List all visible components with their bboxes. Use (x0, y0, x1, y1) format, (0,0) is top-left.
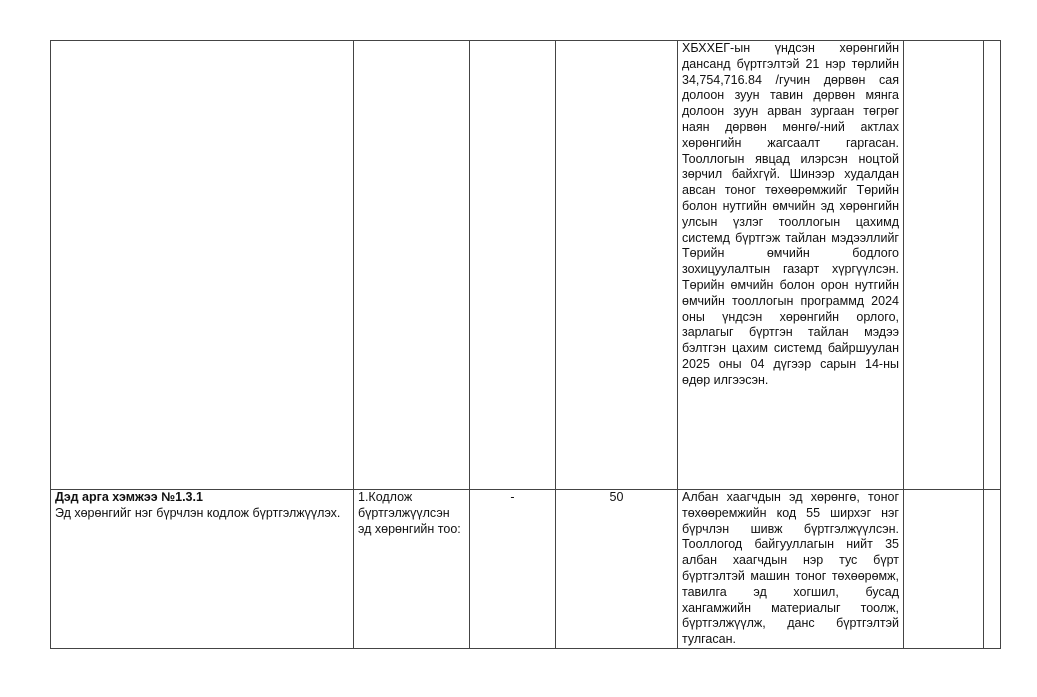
report-text-cell: ХБХХЕГ-ын үндсэн хөрөнгийн дансанд бүртгэлтэй 21 нэр төрлийн 34,754,716.84 /гучин дөрвөн сая долоон зуун тавин дөрвөн мянга долоон зуун арван зургаан төгрөг наян дөрвөн мөнгө/-ний актлах хөрөнгийн жагсаалт гаргасан. Тооллогын явцад илэрсэн ноцтой зөрчил байхгүй. Шинээр худалдан авсан тоног төхөөрөмжийг Төрийн болон нутгийн өмчийн эд хөрөнгийн улсын үзлэг тооллогын цахимд системд бүртгэж тайлан мэдээллийг Төрийн өмчийн бодлого зохицуулалтын газарт хүргүүлсэн. Төрийн өмчийн болон орон нутгийн өмчийн тооллогын программд 2024 оны үндсэн хөрөнгийн орлого, зарлагыг бүртгэн тайлан мэдээ бэлтгэн цахим системд байршуулан 2025 оны 04 дүгээр сарын 14-ны өдөр илгээсэн. (678, 41, 904, 490)
empty-cell (984, 490, 1001, 649)
empty-cell (904, 490, 984, 649)
report-table (50, 40, 1001, 649)
table-row (51, 490, 1001, 649)
table-row (51, 41, 1001, 490)
activity-title: Дэд арга хэмжээ №1.3.1 (55, 490, 203, 504)
report-text-cell: Албан хаагчдын эд хөрөнгө, тоног төхөөремжийн код 55 ширхэг нэг бүрчлэн шивж бүртгэлжүүлсэн. Тооллогод байгууллагын нийт 35 албан хаагчдын нэр тус бүрт бүртгэлтэй машин тоног төхөөрөмж, тавилга эд хогшил, бусад хангамжийн материалыг тоолж, бүртгэлжүүлж, данс бүртгэлтэй тулгасан. (678, 490, 904, 649)
target-cell: 50 (556, 490, 678, 649)
indicator-cell (354, 41, 470, 490)
activity-description: Эд хөрөнгийг нэг бүрчлэн кодлож бүртгэлжүүлэх. (55, 505, 341, 520)
empty-cell (904, 41, 984, 490)
empty-cell (984, 41, 1001, 490)
baseline-cell (470, 41, 556, 490)
activity-cell (51, 41, 354, 490)
baseline-cell: - (470, 490, 556, 649)
target-cell (556, 41, 678, 490)
activity-cell (51, 490, 354, 649)
indicator-cell: 1.Кодлож бүртгэлжүүлсэн эд хөрөнгийн тоо: (354, 490, 470, 649)
